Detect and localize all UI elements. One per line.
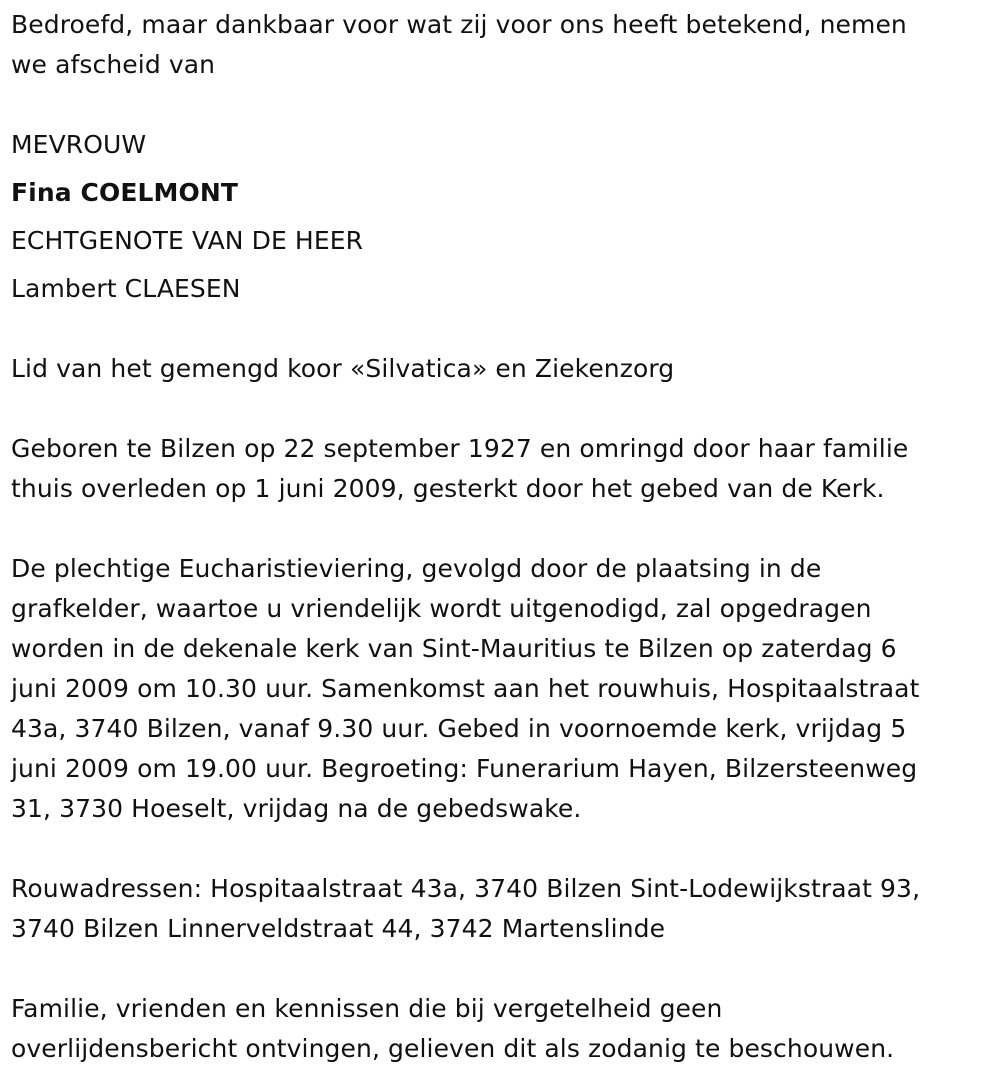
addresses-line-1: Rouwadressen: Hospitaalstraat 43a, 3740 Bilzen Sint-Lodewijkstraat 93, bbox=[11, 874, 921, 903]
closing-line-2: overlijdensbericht ontvingen, gelieven dit als zodanig te beschouwen. bbox=[11, 1034, 895, 1063]
ceremony-line-7: 31, 3730 Hoeselt, vrijdag na de gebedswake. bbox=[11, 794, 582, 823]
intro-line-1: Bedroefd, maar dankbaar voor wat zij voor ons heeft betekend, nemen bbox=[11, 10, 907, 39]
membership-text: Lid van het gemengd koor «Silvatica» en Ziekenzorg bbox=[11, 354, 675, 383]
ceremony-line-3: worden in de dekenale kerk van Sint-Mauritius te Bilzen op zaterdag 6 bbox=[11, 634, 897, 663]
closing-line-1: Familie, vrienden en kennissen die bij vergetelheid geen bbox=[11, 994, 723, 1023]
intro-line-2: we afscheid van bbox=[11, 50, 216, 79]
birth-death-line-1: Geboren te Bilzen op 22 september 1927 en omringd door haar familie bbox=[11, 434, 909, 463]
birth-death-line-2: thuis overleden op 1 juni 2009, gesterkt door het gebed van de Kerk. bbox=[11, 474, 885, 503]
relation-text: ECHTGENOTE VAN DE HEER bbox=[11, 226, 364, 255]
title-prefix: MEVROUW bbox=[11, 130, 147, 159]
deceased-name: Fina COELMONT bbox=[11, 178, 239, 207]
ceremony-line-2: grafkelder, waartoe u vriendelijk wordt uitgenodigd, zal opgedragen bbox=[11, 594, 872, 623]
ceremony-line-5: 43a, 3740 Bilzen, vanaf 9.30 uur. Gebed in voornoemde kerk, vrijdag 5 bbox=[11, 714, 907, 743]
ceremony-line-4: juni 2009 om 10.30 uur. Samenkomst aan het rouwhuis, Hospitaalstraat bbox=[11, 674, 920, 703]
ceremony-line-6: juni 2009 om 19.00 uur. Begroeting: Funerarium Hayen, Bilzersteenweg bbox=[11, 754, 918, 783]
addresses-line-2: 3740 Bilzen Linnerveldstraat 44, 3742 Martenslinde bbox=[11, 914, 666, 943]
spouse-name: Lambert CLAESEN bbox=[11, 274, 241, 303]
ceremony-line-1: De plechtige Eucharistieviering, gevolgd door de plaatsing in de bbox=[11, 554, 822, 583]
